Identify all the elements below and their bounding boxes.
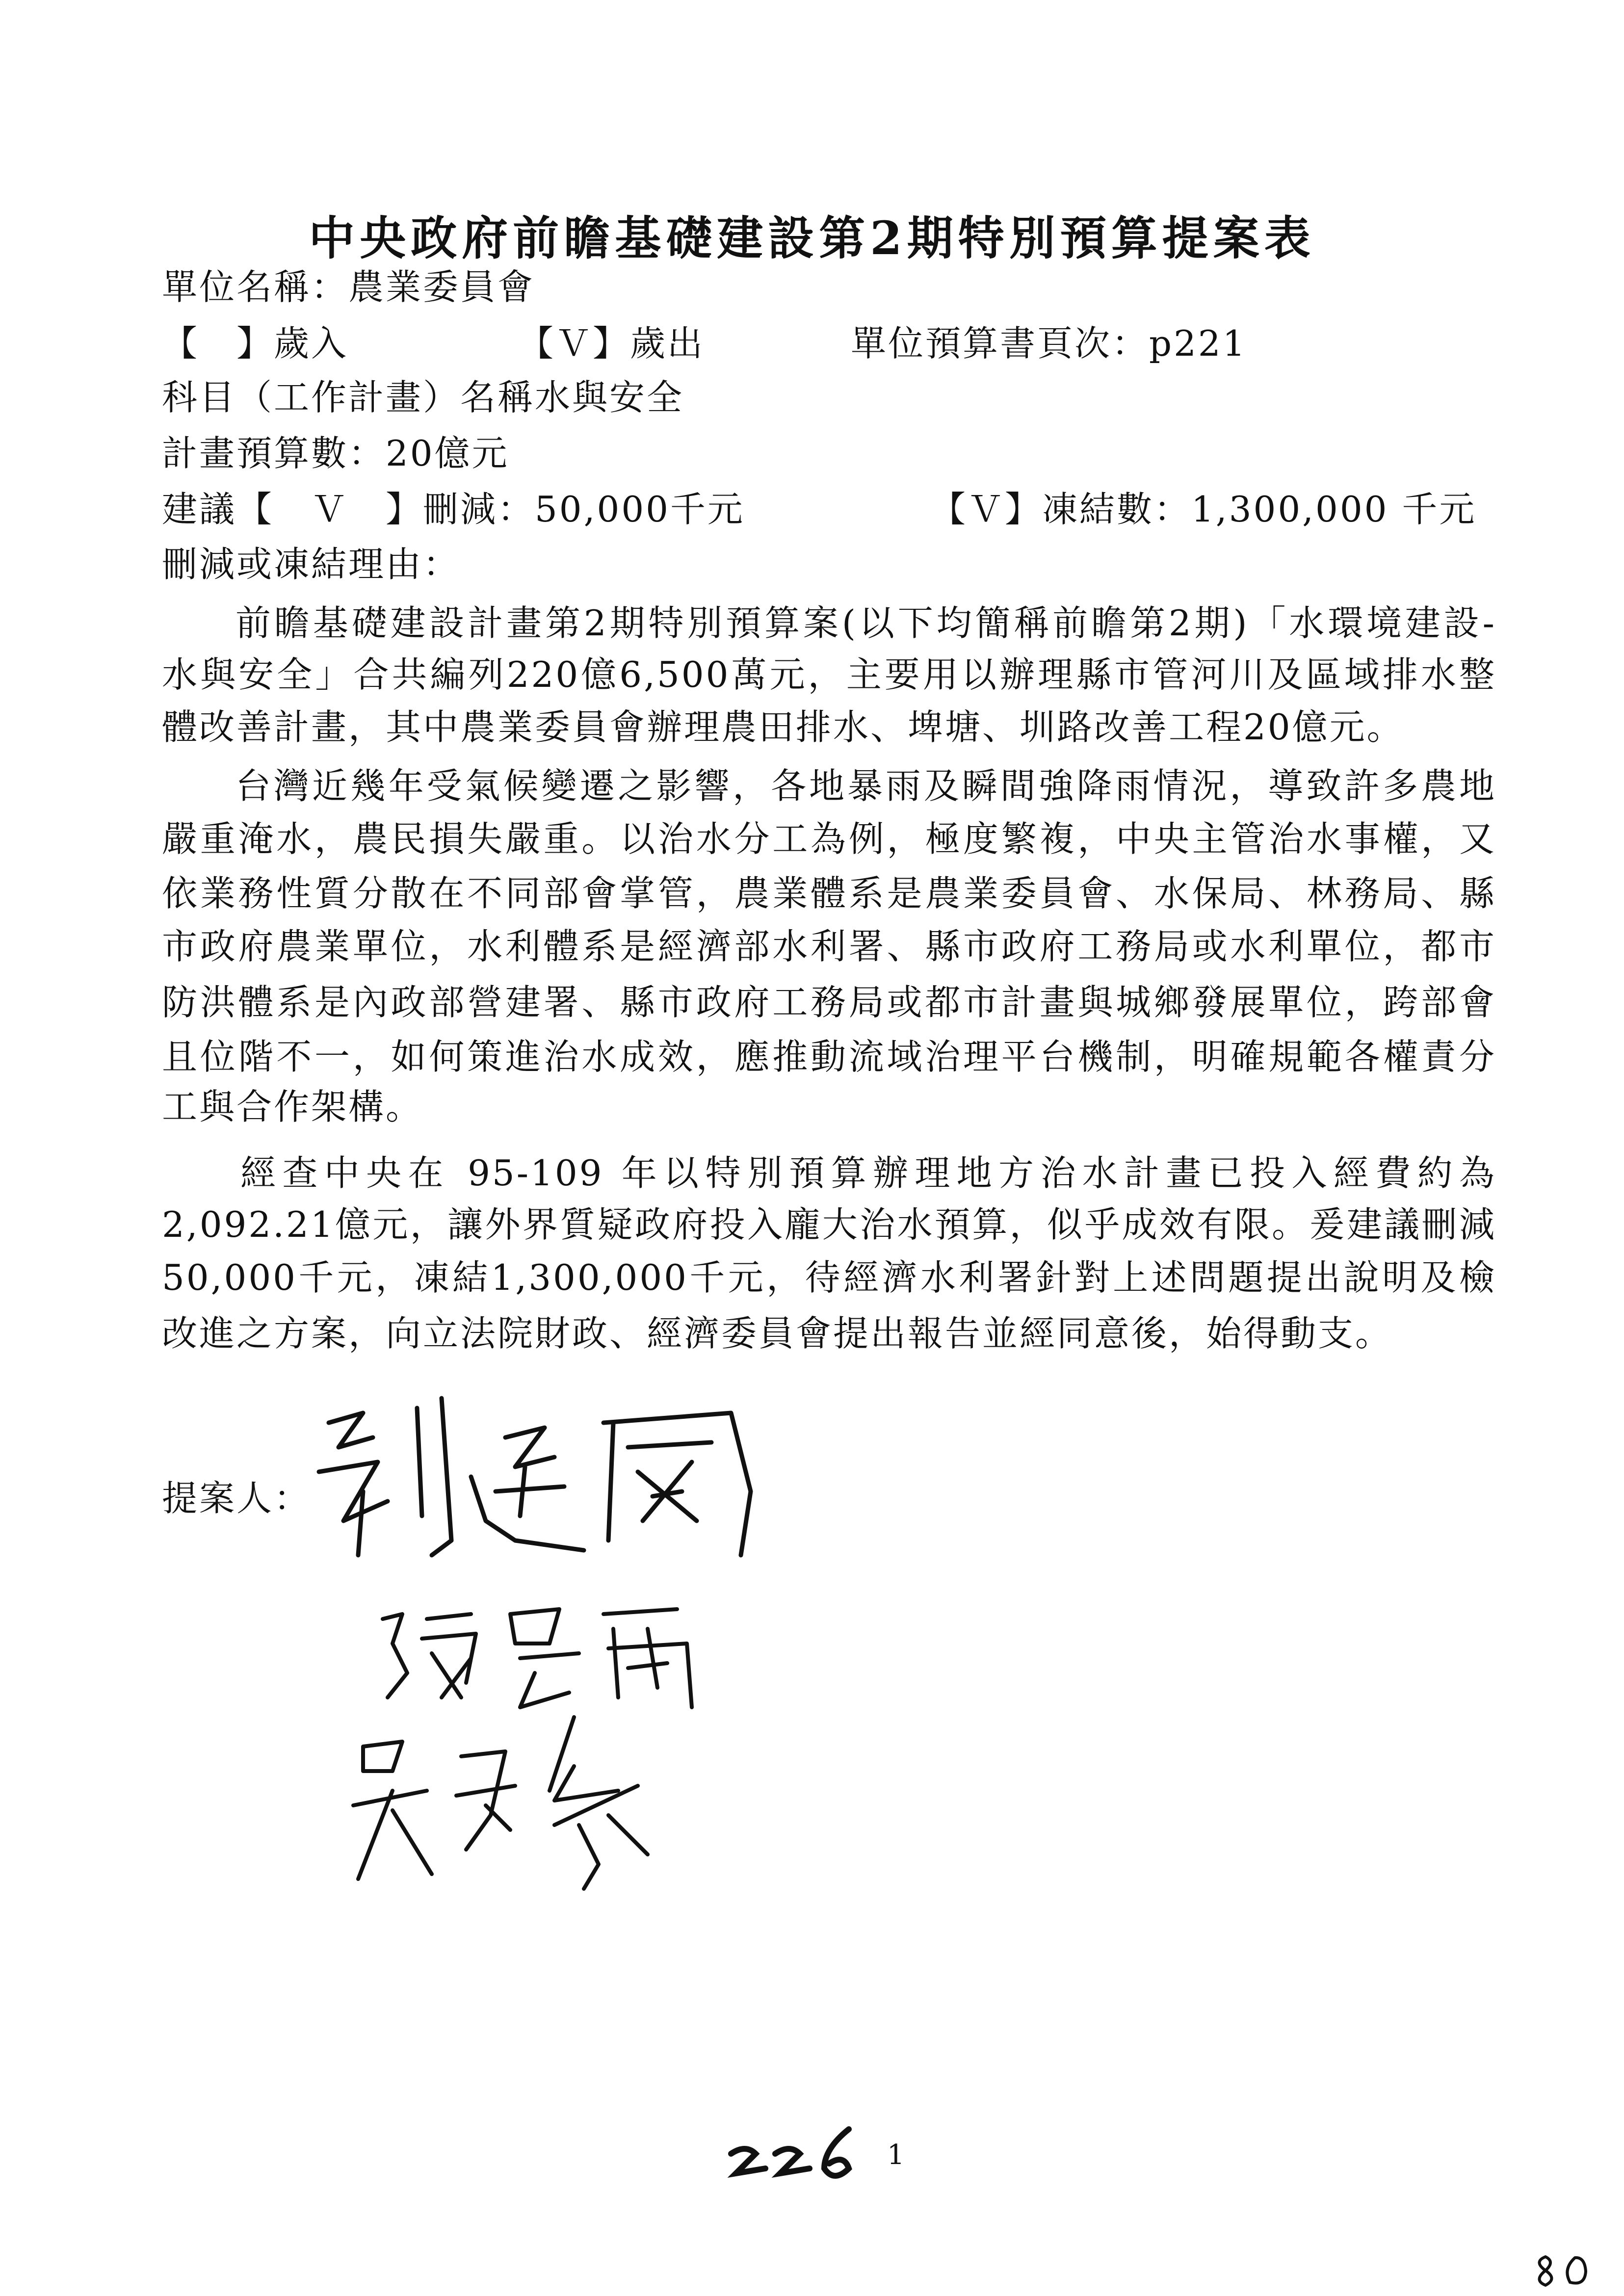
text-line: 市政府農業單位，水利體系是經濟部水利署、縣市政府工務局或水利單位，都市 [162,926,1496,967]
expenditure-checkbox: 【Ｖ】歲出 [518,323,705,364]
text-line: 改進之方案，向立法院財政、經濟委員會提出報告並經同意後，始得動支。 [162,1313,1393,1354]
text-line: 前瞻基礎建設計畫第2期特別預算案(以下均簡稱前瞻第2期)「水環境建設- [236,602,1496,644]
cut-amount: 建議【 Ｖ 】刪減：50,000千元 [162,489,745,530]
text-line: 防洪體系是內政部營建署、縣市政府工務局或都市計畫與城鄉發展單位，跨部會 [162,982,1496,1023]
page-number: 1 [887,2139,905,2171]
text-line: 2,092.21億元，讓外界質疑政府投入龐大治水預算，似乎成效有限。爰建議刪減 [162,1204,1496,1245]
signature-1 [309,1393,775,1590]
plan-budget: 計畫預算數：20億元 [162,433,509,474]
budget-page: 單位預算書頁次：p221 [851,323,1247,364]
subject-name: 科目（工作計畫）名稱水與安全 [162,377,684,418]
text-line: 嚴重淹水，農民損失嚴重。以治水分工為例，極度繁複，中央主管治水事權，又 [162,818,1496,860]
text-line: 50,000千元，凍結1,300,000千元，待經濟水利署針對上述問題提出說明及檢 [162,1257,1496,1298]
freeze-amount: 【Ｖ】凍結數：1,300,000 千元 [930,489,1477,530]
handwritten-page-number [726,2124,873,2183]
reason-label: 刪減或凍結理由： [162,544,461,585]
text-line: 台灣近幾年受氣候變遷之影響，各地暴雨及瞬間強降雨情況，導致許多農地 [236,765,1496,807]
page-title: 中央政府前瞻基礎建設第2期特別預算提案表 [309,211,1315,265]
text-line: 經查中央在 95-109 年以特別預算辦理地方治水計畫已投入經費約為 [240,1152,1496,1194]
text-line: 體改善計畫，其中農業委員會辦理農田排水、埤塘、圳路改善工程20億元。 [162,706,1404,748]
signature-2 [373,1599,707,1717]
revenue-checkbox: 【 】歲入 [162,323,349,364]
text-line: 且位階不一，如何策進治水成效，應推動流域治理平台機制，明確規範各權責分 [162,1036,1496,1077]
text-line: 依業務性質分散在不同部會掌管，農業體系是農業委員會、水保局、林務局、縣 [162,873,1496,914]
text-line: 工與合作架構。 [162,1086,423,1127]
signature-3 [343,1717,667,1904]
corner-handwritten-number [1531,2252,1595,2291]
text-line: 水與安全」合共編列220億6,500萬元，主要用以辦理縣市管河川及區域排水整 [162,654,1496,695]
unit-name: 單位名稱：農業委員會 [162,266,535,308]
proposer-label: 提案人： [162,1478,312,1519]
